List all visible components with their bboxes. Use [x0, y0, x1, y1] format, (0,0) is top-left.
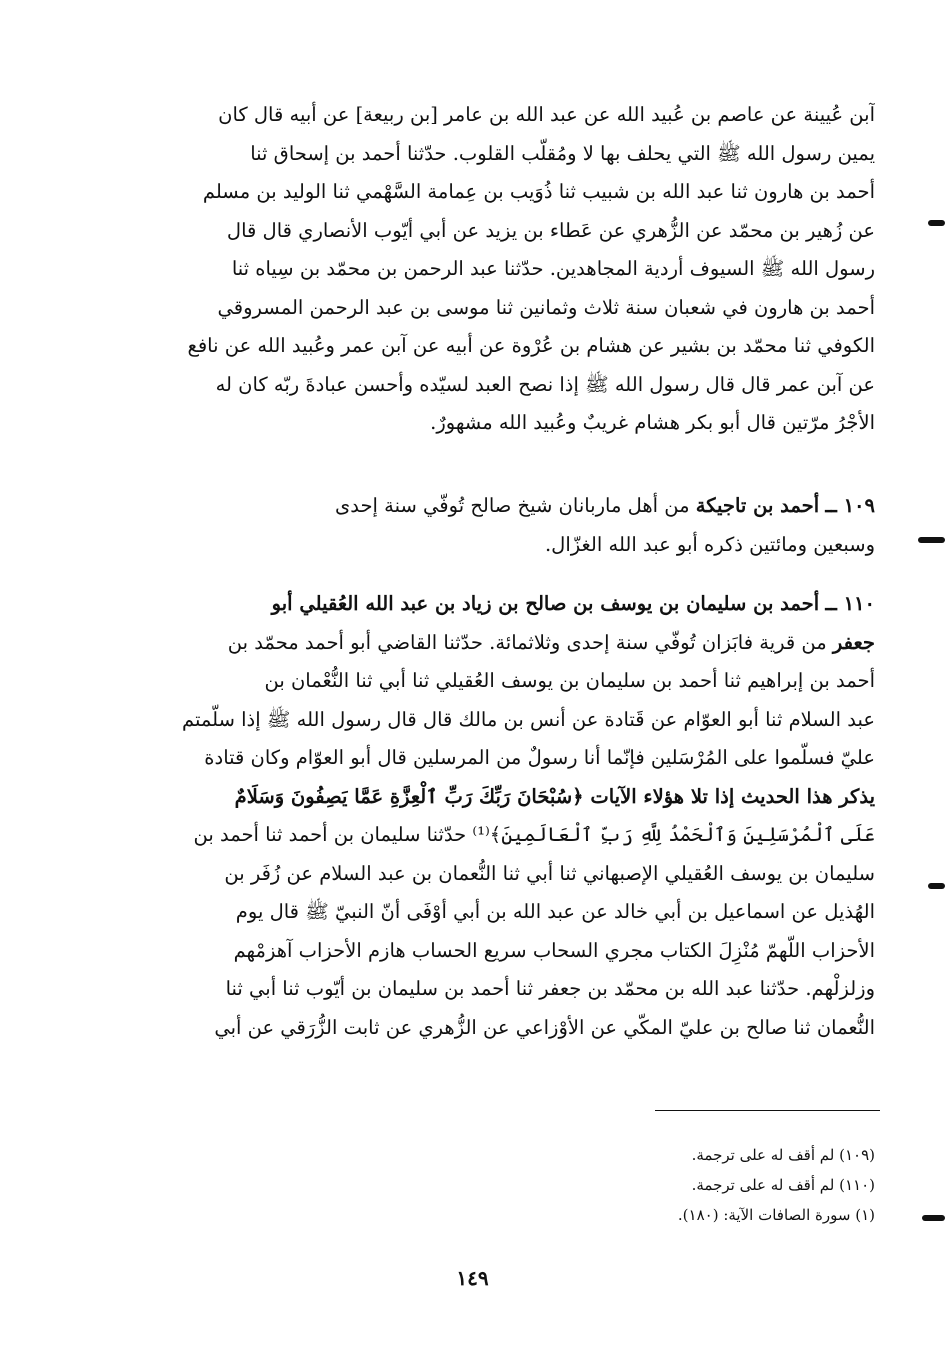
entry-text: من قرية فابَزان تُوفّي سنة إحدى وثلاثمائة. حدّثنا القاضي أبو أحمد محمّد بن — [227, 630, 827, 654]
footnote: (١١٠) لم أقف له على ترجمة. — [691, 1176, 875, 1194]
text-line: عبد السلام ثنا أبو العوّام عن قَتادة عن أنس بن مالك قال قال رسول الله ﷺ إذا سلّمتم — [182, 707, 875, 731]
text-line: آبن عُيينة عن عاصم بن عُبيد الله عن عبد الله بن عامر [بن ربيعة] عن أبيه قال كان — [218, 103, 875, 126]
entry-number: ١١٠ ــ — [825, 592, 875, 615]
entry-109 — [130, 487, 875, 564]
margin-mark — [928, 883, 945, 889]
text-line — [130, 624, 875, 663]
text-line: عن آبن عمر قال قال رسول الله ﷺ إذا نصح العبد لسيّده وأحسن عبادةَ ربّه كان له — [215, 372, 875, 396]
text-line: رسول الله ﷺ السيوف أردية المجاهدين. حدّثنا عبد الرحمن بن محمّد بن سِياه ثنا — [231, 257, 875, 280]
entry-name-continued: جعفر — [832, 630, 875, 654]
entry-110 — [130, 585, 875, 1047]
text-line: الكوفي ثنا محمّد بن بشير عن هشام بن عُرْوة عن أبيه عن آبن عمر وعُبيد الله عن نافع — [187, 334, 875, 357]
entry-number: ١٠٩ ــ — [825, 494, 875, 517]
text-line: عليّ فسلّموا على المُرْسَلين فإنّما أنا رسولٌ من المرسلين قال أبو العوّام وكان قتادة — [204, 746, 875, 769]
page-number: ١٤٩ — [456, 1266, 489, 1290]
entry-name: أحمد بن تاجيكة — [695, 494, 820, 517]
entry-first-line — [130, 487, 875, 526]
margin-mark — [918, 537, 945, 543]
margin-mark — [922, 1215, 945, 1221]
quran-verse-line: يذكر هذا الحديث إذا تلا هؤلاء الآيات ﴿سُبْحَانَ رَبِّكَ رَبِّ ٱلْعِزَّةِ عَمَّا يَصِفُونَ وَسَلَامٌ — [234, 784, 875, 808]
paragraph-hadith-chains — [130, 96, 875, 443]
text-line: وسبعين ومائتين ذكره أبو عبد الله الغزّال. — [544, 532, 875, 556]
text-line: أحمد بن إبراهيم ثنا أحمد بن سليمان بن يوسف العُقيلي ثنا أبي ثنا النُّعْمان بن — [264, 669, 875, 692]
footnote: (١٠٩) لم أقف له على ترجمة. — [691, 1146, 875, 1164]
text-line: أحمد بن هارون ثنا عبد الله بن شبيب ثنا ذُوَيب بن عِمامة السَّهْمي ثنا الوليد بن مسلم — [202, 180, 875, 203]
footnotes — [130, 1140, 875, 1230]
text-line: الأجْرُ مرّتين قال أبو بكر هشام غريبٌ وعُبيد الله مشهورٌ. — [430, 411, 875, 434]
text-line: الهُذيل عن اسماعيل بن أبي خالد عن عبد الله بن أبي أوْفَى أنّ النبيّ ﷺ قال يوم — [235, 900, 875, 923]
quran-verse-line: عَلَى ٱلْمُرْسَلِينَ وَٱلْحَمْدُ لِلَّهِ رَبِّ ٱلْعَالَمِينَ﴾⁽¹⁾ حدّثنا سليمان بن أحمد ثنا أحمد بن — [193, 823, 875, 846]
text-line: عن زُهير بن محمّد عن الزُّهري عن عَطاء بن يزيد عن أبي أيّوب الأنصاري قال قال — [226, 218, 875, 242]
text-line: النُّعمان ثنا صالح بن عليّ المكّي عن الأوْزاعي عن الزُّهري عن ثابت الزُّرَقي عن أبي — [214, 1015, 875, 1039]
entry-first-line — [130, 585, 875, 624]
entry-name: أحمد بن سليمان بن يوسف بن صالح بن زياد بن عبد الله العُقيلي أبو — [271, 592, 820, 615]
text-line: أحمد بن هارون في شعبان سنة ثلاث وثمانين ثنا موسى بن عبد الرحمن المسروقي — [217, 295, 875, 319]
text-line: الأحزاب اللّهمّ مُنْزِلَ الكتاب مجري السحاب سريع الحساب هازم الأحزاب آهزمْهم — [233, 938, 875, 962]
margin-mark — [928, 220, 945, 226]
text-line: وزلزلْهم. حدّثنا عبد الله بن محمّد بن جعفر ثنا أحمد بن سليمان بن أيّوب ثنا أبي ثنا — [225, 977, 875, 1000]
entry-text: من أهل ماربانان شيخ صالح تُوفّي سنة إحدى — [335, 494, 690, 517]
footnote-divider — [655, 1110, 880, 1111]
text-line: يمين رسول الله ﷺ التي يحلف بها لا ومُقلّب القلوب. حدّثنا أحمد بن إسحاق ثنا — [250, 141, 875, 165]
text-line: سليمان بن يوسف العُقيلي الإصبهاني ثنا أبي ثنا النُّعمان بن عبد السلام عن زُفَر بن — [224, 861, 875, 885]
footnote: (١) سورة الصافات الآية: (١٨٠). — [677, 1206, 875, 1224]
